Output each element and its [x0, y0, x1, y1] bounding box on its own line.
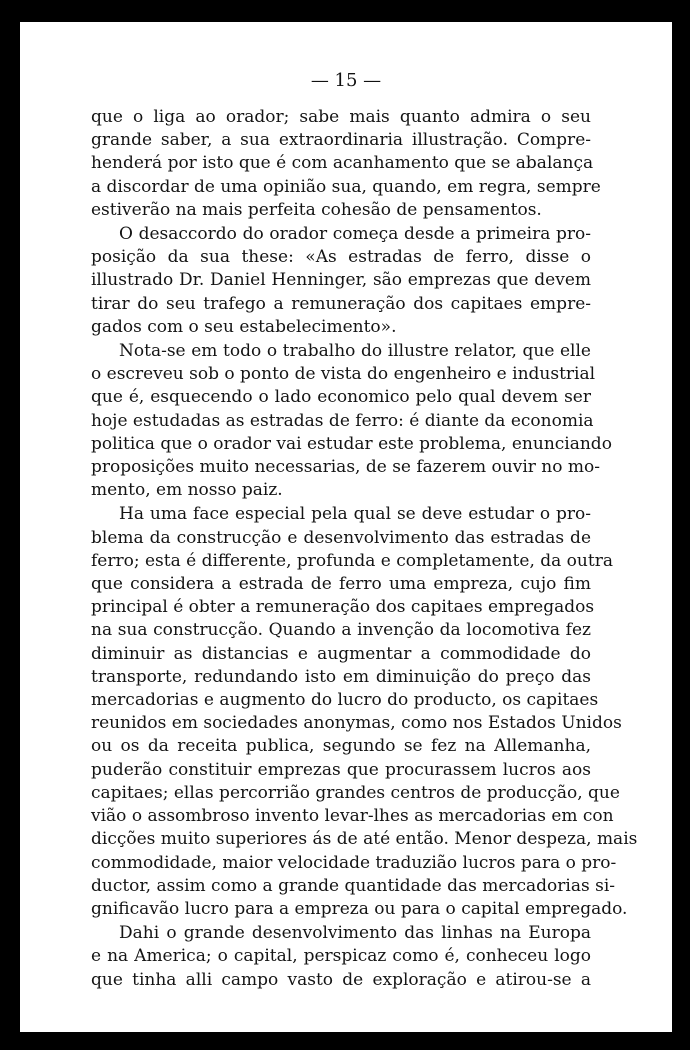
text-line: illustrado Dr. Daniel Henninger, são emprezas que devem [91, 270, 591, 291]
text-line: tirar do seu trafego a remuneração dos capitaes empre- [91, 293, 591, 314]
text-line: ductor, assim como a grande quantidade das mercadorias si- [91, 875, 616, 896]
page-number: — 15 — [310, 70, 382, 91]
text-line: principal é obter a remuneração dos capitaes empregados [91, 597, 595, 618]
text-line: que considera a estrada de ferro uma empreza, cujo fim [91, 574, 591, 595]
text-line: a discordar de uma opinião sua, quando, em regra, sempre [91, 176, 601, 197]
text-line: proposições muito necessarias, de se fazerem ouvir no mo- [91, 457, 600, 478]
paragraph [91, 223, 591, 339]
paragraph [91, 922, 591, 992]
text-line: commodidade, maior velocidade traduzião lucros para o pro- [91, 852, 617, 873]
text-line: reunidos em sociedades anonymas, como nos Estados Unidos [91, 713, 622, 734]
body-text [91, 106, 638, 992]
text-line: que o liga ao orador; sabe mais quanto admira o seu [91, 107, 591, 127]
text-line: ou os da receita publica, segundo se fez na Allemanha, [91, 736, 591, 757]
paragraph [91, 503, 638, 921]
text-line: dicções muito superiores ás de até então. Menor despeza, mais [91, 829, 638, 850]
text-line: posição da sua these: «As estradas de ferro, disse o [91, 247, 591, 268]
text-line: mento, em nosso paiz. [91, 480, 283, 501]
text-line: que tinha alli campo vasto de exploração e atirou-se a [91, 969, 591, 990]
paragraph [91, 106, 601, 222]
text-line: o escreveu sob o ponto de vista do engenheiro e industrial [91, 364, 596, 385]
text-line: transporte, redundando isto em diminuição do preço das [91, 666, 591, 687]
text-line: Ha uma face especial pela qual se deve estudar o pro- [119, 504, 591, 525]
text-line: gnificavão lucro para a empreza ou para o capital empregado. [91, 898, 628, 919]
text-line: na sua construcção. Quando a invenção da locomotiva fez [91, 620, 591, 641]
text-line: puderão constituir emprezas que procurassem lucros aos [91, 759, 591, 780]
text-line: estiverão na mais perfeita cohesão de pensamentos. [91, 199, 542, 220]
text-line: capitaes; ellas percorrião grandes centros de producção, que [91, 782, 620, 803]
paragraph [91, 340, 612, 502]
text-line: hoje estudadas as estradas de ferro: é diante da economia [91, 410, 594, 431]
text-line: e na America; o capital, perspicaz como é, conheceu logo [91, 946, 591, 967]
text-line: gados com o seu estabelecimento». [91, 316, 397, 337]
text-line: grande saber, a sua extraordinaria illustração. Compre- [91, 130, 591, 151]
text-line: O desaccordo do orador começa desde a primeira pro- [119, 224, 591, 245]
text-line: mercadorias e augmento do lucro do producto, os capitaes [91, 690, 599, 711]
text-line: politica que o orador vai estudar este problema, enunciando [91, 433, 612, 454]
text-line: vião o assombroso invento levar-lhes as mercadorias em con [91, 806, 614, 827]
text-line: ferro; esta é differente, profunda e completamente, da outra [91, 550, 613, 571]
text-line: blema da construcção e desenvolvimento das estradas de [91, 527, 591, 548]
text-line: Dahi o grande desenvolvimento das linhas na Europa [119, 923, 591, 944]
text-line: henderá por isto que é com acanhamento que se abalança [91, 153, 594, 174]
book-page [20, 22, 672, 1032]
text-line: que é, esquecendo o lado economico pelo qual devem ser [91, 387, 591, 408]
text-line: diminuir as distancias e augmentar a commodidade do [91, 643, 591, 664]
text-line: Nota-se em todo o trabalho do illustre relator, que elle [119, 341, 591, 362]
